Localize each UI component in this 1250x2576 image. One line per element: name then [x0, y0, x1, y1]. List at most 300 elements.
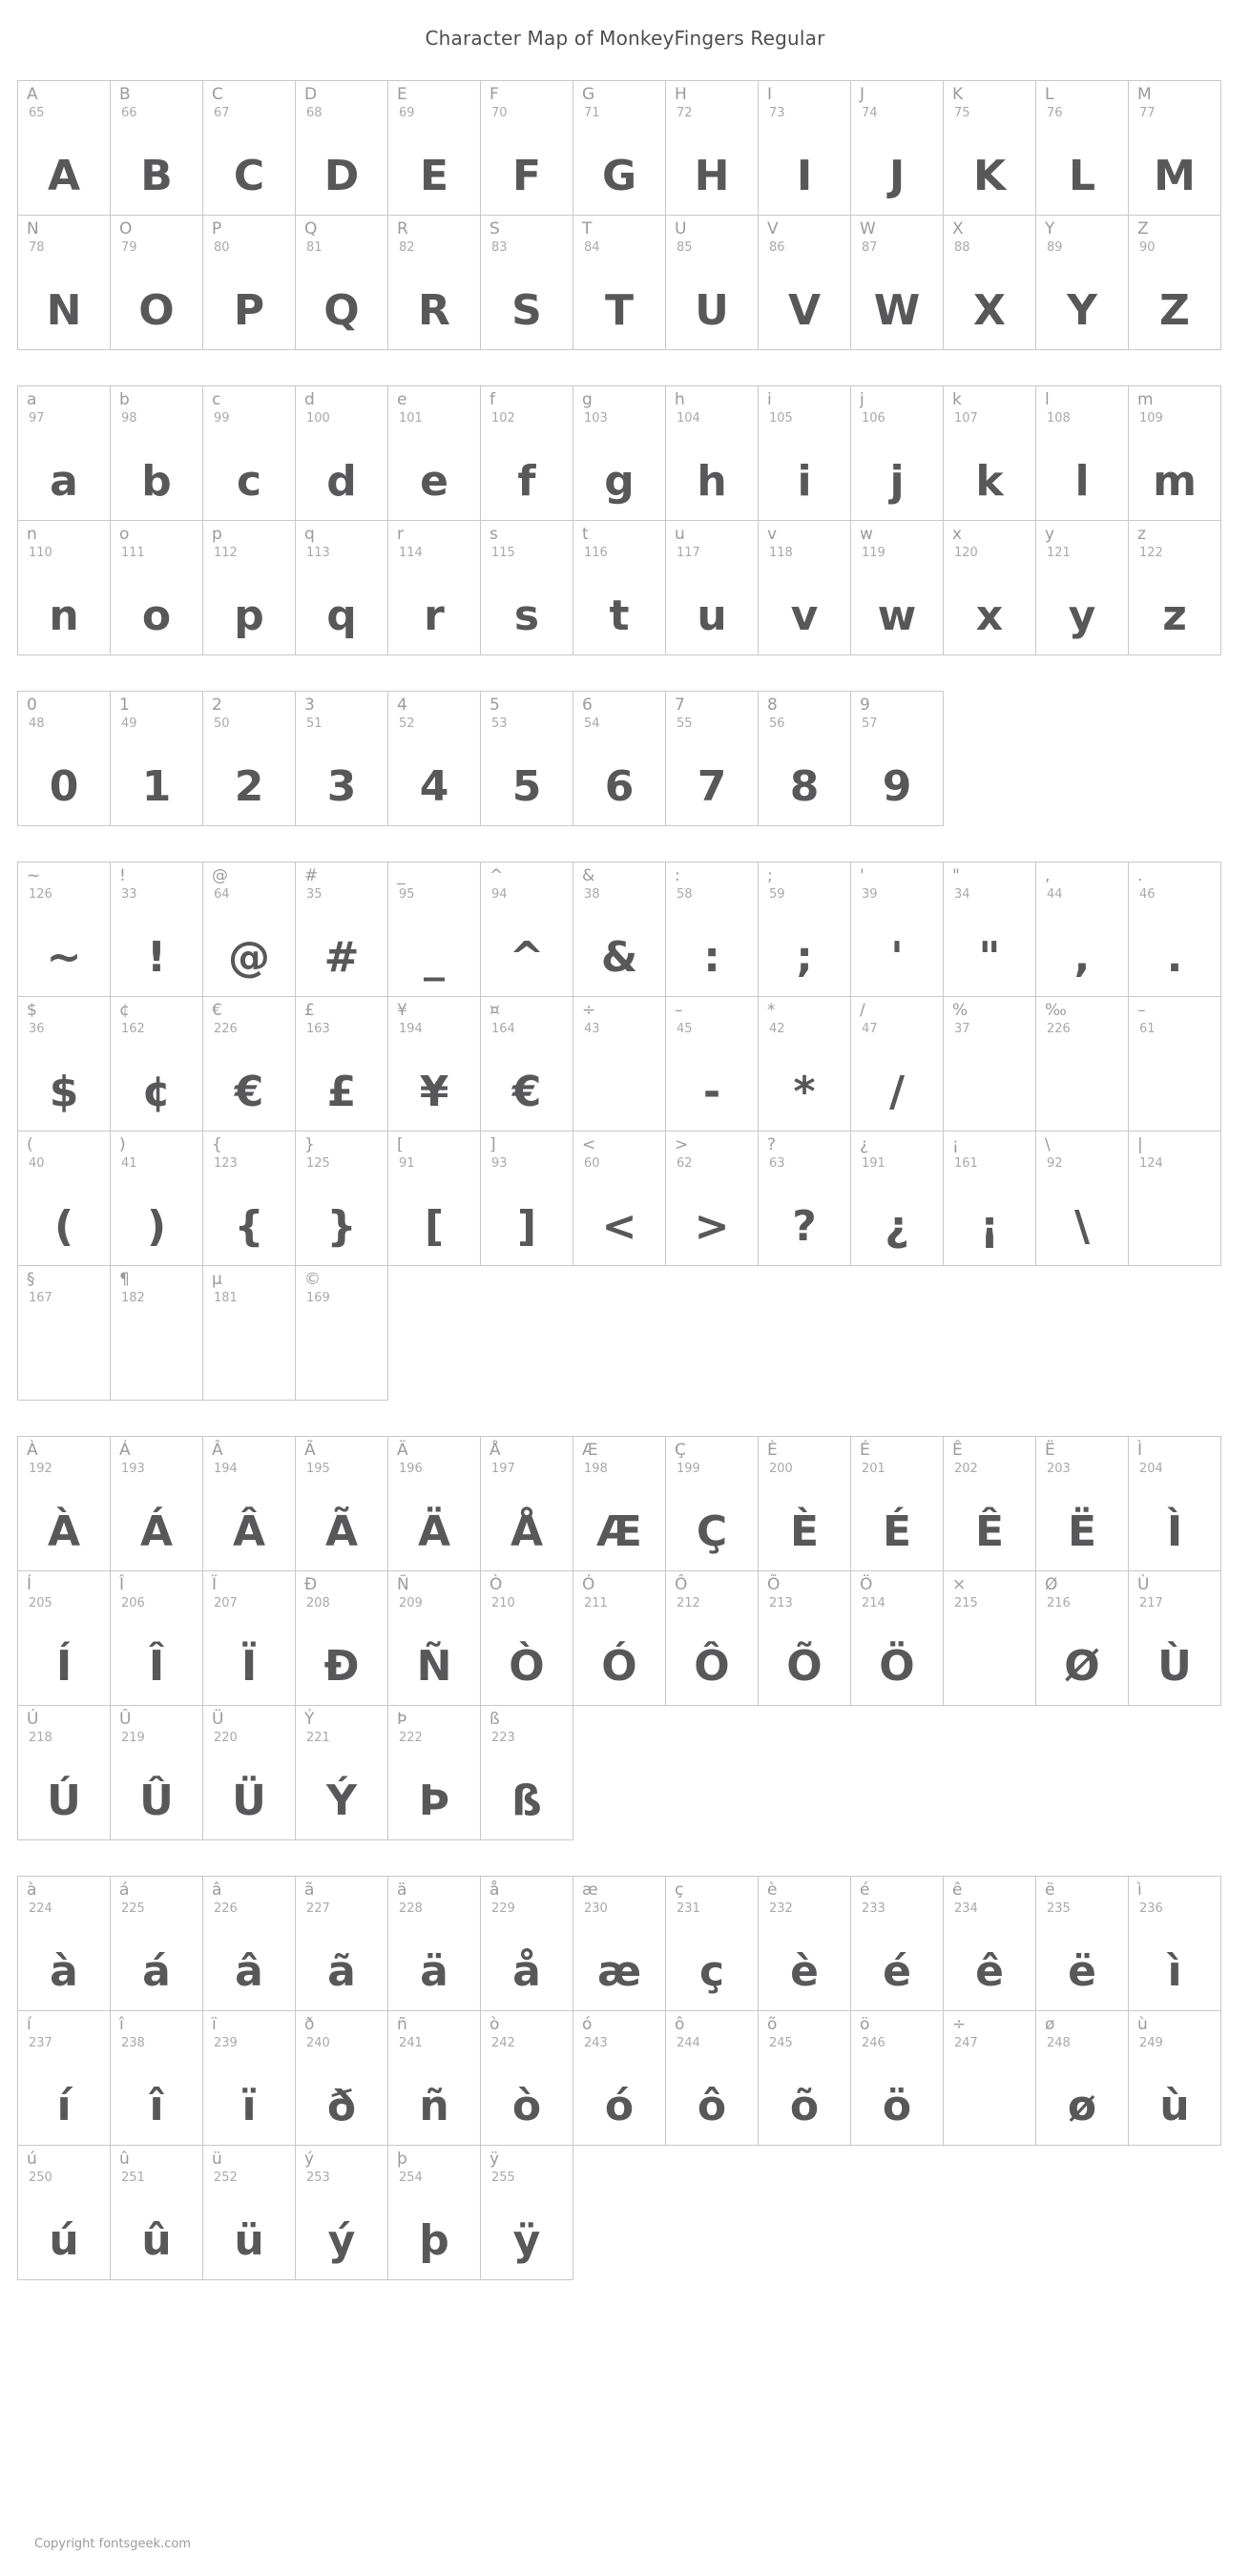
character-cell[interactable]: [480, 1131, 573, 1266]
character-cell[interactable]: [850, 385, 944, 521]
character-code: 197: [491, 1462, 515, 1476]
character-glyph: B: [140, 152, 173, 200]
character-code: 194: [214, 1462, 238, 1476]
character-cell[interactable]: [850, 691, 944, 826]
character-cell[interactable]: [480, 996, 573, 1132]
character-label: ß: [490, 1710, 500, 1729]
character-cell[interactable]: [1128, 862, 1221, 997]
character-glyph: Ã: [324, 1507, 359, 1556]
character-glyph: S: [511, 286, 542, 335]
character-cell[interactable]: [110, 1436, 203, 1571]
character-cell[interactable]: [387, 1131, 481, 1266]
character-cell[interactable]: [110, 691, 203, 826]
character-label: 2: [212, 696, 222, 715]
character-cell[interactable]: [110, 862, 203, 997]
character-label: ÷: [952, 2015, 967, 2034]
character-cell[interactable]: [573, 385, 666, 521]
character-label: ç: [675, 1880, 684, 1900]
character-cell[interactable]: [202, 691, 296, 826]
character-label: n: [27, 525, 37, 544]
character-label: |: [1137, 1135, 1143, 1154]
character-cell[interactable]: [480, 2145, 573, 2280]
character-label: w: [860, 525, 873, 544]
character-code: 181: [214, 1291, 238, 1305]
character-code: 33: [121, 887, 137, 902]
character-cell[interactable]: [17, 2145, 111, 2280]
character-cell[interactable]: [1035, 80, 1129, 216]
character-cell[interactable]: [850, 1570, 944, 1706]
character-cell[interactable]: [573, 1436, 666, 1571]
character-code: 220: [214, 1731, 238, 1745]
character-glyph: ¿: [885, 1202, 909, 1251]
character-cell[interactable]: [850, 1436, 944, 1571]
character-block-digits: [17, 691, 1233, 825]
character-glyph: /: [888, 1068, 906, 1116]
character-label: ¢: [119, 1001, 130, 1020]
character-cell[interactable]: [758, 385, 851, 521]
character-glyph: M: [1154, 152, 1196, 200]
character-glyph: @: [228, 933, 270, 982]
character-cell[interactable]: [1128, 996, 1221, 1132]
character-label: 0: [27, 696, 37, 715]
character-cell[interactable]: [295, 2010, 388, 2146]
character-cell[interactable]: [202, 80, 296, 216]
character-cell[interactable]: [202, 2145, 296, 2280]
character-cell[interactable]: [850, 1876, 944, 2011]
character-glyph: Î: [148, 1642, 165, 1691]
character-cell[interactable]: [110, 385, 203, 521]
character-label: ï: [212, 2015, 217, 2034]
character-cell[interactable]: [573, 520, 666, 655]
character-cell[interactable]: [17, 80, 111, 216]
character-cell[interactable]: [202, 2010, 296, 2146]
character-cell[interactable]: [1128, 520, 1221, 655]
character-cell[interactable]: [1128, 2010, 1221, 2146]
character-cell[interactable]: [665, 1876, 759, 2011]
character-cell[interactable]: [295, 862, 388, 997]
character-code: 201: [862, 1462, 885, 1476]
character-cell[interactable]: [758, 1436, 851, 1571]
character-cell[interactable]: [17, 691, 111, 826]
character-cell[interactable]: [1128, 1876, 1221, 2011]
character-cell[interactable]: [110, 1131, 203, 1266]
character-code: 203: [1047, 1462, 1071, 1476]
character-cell[interactable]: [758, 2010, 851, 2146]
character-label: §: [27, 1270, 35, 1289]
character-cell[interactable]: [758, 80, 851, 216]
character-cell[interactable]: [1128, 385, 1221, 521]
character-glyph: ù: [1159, 2082, 1190, 2130]
character-cell[interactable]: [573, 862, 666, 997]
character-label: 9: [860, 696, 870, 715]
character-glyph: £: [326, 1068, 357, 1116]
character-label: ;: [767, 866, 773, 885]
character-cell[interactable]: [480, 80, 573, 216]
character-cell[interactable]: [758, 996, 851, 1132]
character-cell[interactable]: [387, 1436, 481, 1571]
character-label: ]: [490, 1135, 496, 1154]
character-glyph: ì: [1167, 1947, 1182, 1996]
character-cell[interactable]: [17, 1570, 111, 1706]
character-cell[interactable]: [943, 1876, 1036, 2011]
page-title: Character Map of MonkeyFingers Regular: [425, 27, 825, 50]
character-cell[interactable]: [1035, 2010, 1129, 2146]
character-cell[interactable]: [387, 2010, 481, 2146]
character-code: 114: [399, 546, 423, 560]
character-glyph: Ú: [47, 1776, 81, 1825]
character-glyph: Ê: [974, 1507, 1005, 1556]
character-code: 85: [677, 240, 693, 255]
character-cell[interactable]: [850, 862, 944, 997]
character-cell[interactable]: [295, 215, 388, 350]
character-code: 225: [121, 1901, 145, 1916]
character-cell[interactable]: [850, 2010, 944, 2146]
character-glyph: .: [1166, 933, 1183, 982]
character-label: *: [767, 1001, 776, 1020]
character-row: [17, 1705, 1233, 1839]
character-cell[interactable]: [110, 1570, 203, 1706]
character-code: 104: [677, 411, 700, 426]
character-glyph: f: [517, 457, 536, 506]
character-cell[interactable]: [387, 862, 481, 997]
character-glyph: H: [694, 152, 730, 200]
character-cell[interactable]: [202, 996, 296, 1132]
character-label: Ä: [397, 1441, 408, 1460]
character-cell[interactable]: [758, 520, 851, 655]
character-cell[interactable]: [850, 996, 944, 1132]
character-code: 93: [491, 1156, 508, 1171]
character-cell[interactable]: [665, 996, 759, 1132]
character-cell[interactable]: [1128, 80, 1221, 216]
character-cell[interactable]: [110, 996, 203, 1132]
character-label: ñ: [397, 2015, 407, 2034]
character-cell[interactable]: [202, 215, 296, 350]
character-cell[interactable]: [758, 691, 851, 826]
character-cell[interactable]: [295, 996, 388, 1132]
character-glyph: ø: [1067, 2082, 1097, 2130]
character-cell[interactable]: [17, 385, 111, 521]
character-cell[interactable]: [1035, 385, 1129, 521]
character-cell[interactable]: [387, 1570, 481, 1706]
character-glyph: k: [975, 457, 1004, 506]
character-label: Ý: [304, 1710, 315, 1729]
character-cell[interactable]: [202, 1705, 296, 1840]
character-cell[interactable]: [295, 1570, 388, 1706]
character-cell[interactable]: [1128, 1131, 1221, 1266]
character-glyph: Õ: [786, 1642, 823, 1691]
character-cell[interactable]: [480, 520, 573, 655]
character-code: 99: [214, 411, 230, 426]
character-code: 45: [677, 1022, 693, 1036]
character-cell[interactable]: [110, 1705, 203, 1840]
character-label: J: [860, 85, 865, 104]
character-cell[interactable]: [202, 862, 296, 997]
character-cell[interactable]: [480, 215, 573, 350]
character-code: 113: [306, 546, 330, 560]
character-cell[interactable]: [387, 80, 481, 216]
character-cell[interactable]: [665, 80, 759, 216]
character-label: ó: [582, 2015, 593, 2034]
character-cell[interactable]: [17, 862, 111, 997]
character-glyph: ': [890, 933, 904, 982]
character-cell[interactable]: [1035, 996, 1129, 1132]
character-cell[interactable]: [110, 2145, 203, 2280]
character-cell[interactable]: [387, 996, 481, 1132]
character-glyph: A: [47, 152, 81, 200]
character-cell[interactable]: [295, 385, 388, 521]
character-cell[interactable]: [1035, 1876, 1129, 2011]
character-cell[interactable]: [665, 862, 759, 997]
character-label: é: [860, 1880, 870, 1900]
character-label: {: [212, 1135, 222, 1154]
character-cell[interactable]: [943, 1131, 1036, 1266]
character-label: <: [582, 1135, 596, 1154]
character-cell[interactable]: [202, 1876, 296, 2011]
character-cell[interactable]: [1035, 215, 1129, 350]
character-code: 108: [1047, 411, 1071, 426]
character-label: b: [119, 390, 130, 409]
character-cell[interactable]: [17, 1876, 111, 2011]
character-code: 245: [769, 2036, 793, 2050]
character-cell[interactable]: [850, 80, 944, 216]
character-label: £: [304, 1001, 315, 1020]
character-label: ð: [304, 2015, 315, 2034]
character-cell[interactable]: [480, 1705, 573, 1840]
character-glyph: c: [236, 457, 262, 506]
character-cell[interactable]: [1128, 215, 1221, 350]
character-label: p: [212, 525, 222, 544]
character-cell[interactable]: [17, 2010, 111, 2146]
character-cell[interactable]: [110, 1265, 203, 1401]
character-cell[interactable]: [850, 520, 944, 655]
character-cell[interactable]: [387, 215, 481, 350]
character-cell[interactable]: [17, 1705, 111, 1840]
character-cell[interactable]: [387, 1876, 481, 2011]
character-cell[interactable]: [943, 2010, 1036, 2146]
character-cell[interactable]: [480, 691, 573, 826]
character-label: l: [1045, 390, 1050, 409]
character-code: 47: [862, 1022, 878, 1036]
character-cell[interactable]: [665, 215, 759, 350]
character-row: [17, 1436, 1233, 1570]
character-row: [17, 80, 1233, 215]
character-label: F: [490, 85, 499, 104]
character-cell[interactable]: [758, 215, 851, 350]
character-cell[interactable]: [943, 996, 1036, 1132]
character-glyph: à: [50, 1947, 78, 1996]
character-cell[interactable]: [295, 80, 388, 216]
character-glyph: <: [601, 1202, 637, 1251]
character-label: á: [119, 1880, 130, 1900]
character-glyph: j: [889, 457, 905, 506]
character-cell[interactable]: [17, 1131, 111, 1266]
character-row: [17, 2145, 1233, 2279]
character-code: 95: [399, 887, 415, 902]
character-glyph: D: [323, 152, 360, 200]
character-glyph: Ï: [240, 1642, 258, 1691]
character-code: 227: [306, 1901, 330, 1916]
character-code: 73: [769, 106, 785, 120]
character-cell[interactable]: [1128, 1570, 1221, 1706]
character-cell[interactable]: [665, 385, 759, 521]
character-code: 222: [399, 1731, 423, 1745]
character-cell[interactable]: [1035, 1570, 1129, 1706]
character-glyph: €: [234, 1068, 264, 1116]
character-cell[interactable]: [573, 691, 666, 826]
character-code: 233: [862, 1901, 885, 1916]
character-cell[interactable]: [295, 1131, 388, 1266]
character-cell[interactable]: [758, 1876, 851, 2011]
character-code: 39: [862, 887, 878, 902]
character-cell[interactable]: [387, 2145, 481, 2280]
character-code: 75: [954, 106, 970, 120]
character-cell[interactable]: [850, 215, 944, 350]
character-code: 253: [306, 2171, 330, 2185]
character-label: ë: [1045, 1880, 1055, 1900]
character-cell[interactable]: [202, 1131, 296, 1266]
character-cell[interactable]: [1035, 862, 1129, 997]
character-cell[interactable]: [573, 1570, 666, 1706]
character-cell[interactable]: [665, 1131, 759, 1266]
character-cell[interactable]: [295, 1436, 388, 1571]
character-label: è: [767, 1880, 778, 1900]
character-cell[interactable]: [573, 2010, 666, 2146]
character-cell[interactable]: [943, 385, 1036, 521]
character-cell[interactable]: [17, 215, 111, 350]
character-label: ÿ: [490, 2150, 500, 2169]
character-cell[interactable]: [943, 1570, 1036, 1706]
character-label: o: [119, 525, 130, 544]
character-cell[interactable]: [110, 80, 203, 216]
character-cell[interactable]: [943, 862, 1036, 997]
character-code: 199: [677, 1462, 700, 1476]
character-cell[interactable]: [943, 80, 1036, 216]
character-label: }: [304, 1135, 315, 1154]
character-code: 121: [1047, 546, 1071, 560]
character-cell[interactable]: [17, 996, 111, 1132]
character-cell[interactable]: [295, 1876, 388, 2011]
character-code: 122: [1139, 546, 1163, 560]
character-glyph: ,: [1073, 933, 1091, 982]
character-glyph: Ó: [601, 1642, 637, 1691]
character-cell[interactable]: [1035, 1131, 1129, 1266]
character-cell[interactable]: [17, 1436, 111, 1571]
character-code: 234: [954, 1901, 978, 1916]
character-cell[interactable]: [202, 385, 296, 521]
character-code: 53: [491, 717, 508, 731]
character-glyph: a: [50, 457, 78, 506]
character-cell[interactable]: [110, 1876, 203, 2011]
character-cell[interactable]: [758, 862, 851, 997]
character-cell[interactable]: [295, 1705, 388, 1840]
character-cell[interactable]: [295, 1265, 388, 1401]
character-label: –: [675, 1001, 683, 1020]
character-cell[interactable]: [110, 2010, 203, 2146]
character-cell[interactable]: [1035, 520, 1129, 655]
character-cell[interactable]: [387, 691, 481, 826]
character-code: 194: [399, 1022, 423, 1036]
character-cell[interactable]: [573, 996, 666, 1132]
character-cell[interactable]: [17, 520, 111, 655]
character-cell[interactable]: [573, 1876, 666, 2011]
character-label: Ì: [1137, 1441, 1143, 1460]
character-code: 106: [862, 411, 885, 426]
character-cell[interactable]: [573, 80, 666, 216]
character-cell[interactable]: [387, 385, 481, 521]
character-cell[interactable]: [480, 1570, 573, 1706]
character-cell[interactable]: [480, 385, 573, 521]
character-label: $: [27, 1001, 37, 1020]
character-cell[interactable]: [665, 1570, 759, 1706]
character-cell[interactable]: [850, 1131, 944, 1266]
character-cell[interactable]: [202, 1570, 296, 1706]
character-cell[interactable]: [665, 1436, 759, 1571]
character-cell[interactable]: [480, 862, 573, 997]
character-code: 59: [769, 887, 785, 902]
character-label: t: [582, 525, 589, 544]
character-cell[interactable]: [110, 520, 203, 655]
character-glyph: é: [883, 1947, 911, 1996]
character-cell[interactable]: [665, 2010, 759, 2146]
character-cell[interactable]: [17, 1265, 111, 1401]
character-cell[interactable]: [665, 520, 759, 655]
character-glyph: L: [1068, 152, 1096, 200]
character-glyph: v: [790, 592, 819, 640]
character-cell[interactable]: [202, 1265, 296, 1401]
character-label: m: [1137, 390, 1154, 409]
character-cell[interactable]: [665, 691, 759, 826]
character-label: 4: [397, 696, 407, 715]
character-glyph: ú: [49, 2216, 79, 2265]
character-cell[interactable]: [202, 1436, 296, 1571]
character-code: 226: [1047, 1022, 1071, 1036]
character-code: 241: [399, 2036, 423, 2050]
character-code: 167: [29, 1291, 52, 1305]
character-label: i: [767, 390, 772, 409]
character-code: 37: [954, 1022, 970, 1036]
character-cell[interactable]: [295, 520, 388, 655]
character-cell[interactable]: [295, 2145, 388, 2280]
character-code: 254: [399, 2171, 423, 2185]
character-label: L: [1045, 85, 1054, 104]
character-label: ,: [1045, 866, 1051, 885]
character-cell[interactable]: [480, 2010, 573, 2146]
character-cell[interactable]: [758, 1131, 851, 1266]
character-cell[interactable]: [110, 215, 203, 350]
character-label: Ö: [860, 1575, 873, 1594]
character-cell[interactable]: [1128, 1436, 1221, 1571]
character-label: H: [675, 85, 687, 104]
character-cell[interactable]: [295, 691, 388, 826]
character-row: [17, 2010, 1233, 2145]
character-code: 251: [121, 2171, 145, 2185]
character-cell[interactable]: [480, 1436, 573, 1571]
character-cell[interactable]: [758, 1570, 851, 1706]
character-glyph: ß: [511, 1776, 542, 1825]
character-cell[interactable]: [943, 1436, 1036, 1571]
character-cell[interactable]: [480, 1876, 573, 2011]
character-glyph: ~: [46, 933, 82, 982]
character-cell[interactable]: [943, 215, 1036, 350]
character-cell[interactable]: [573, 215, 666, 350]
character-cell[interactable]: [387, 1705, 481, 1840]
character-cell[interactable]: [573, 1131, 666, 1266]
character-cell[interactable]: [387, 520, 481, 655]
character-glyph: :: [703, 933, 720, 982]
character-cell[interactable]: [943, 520, 1036, 655]
character-cell[interactable]: [202, 520, 296, 655]
character-cell[interactable]: [1035, 1436, 1129, 1571]
